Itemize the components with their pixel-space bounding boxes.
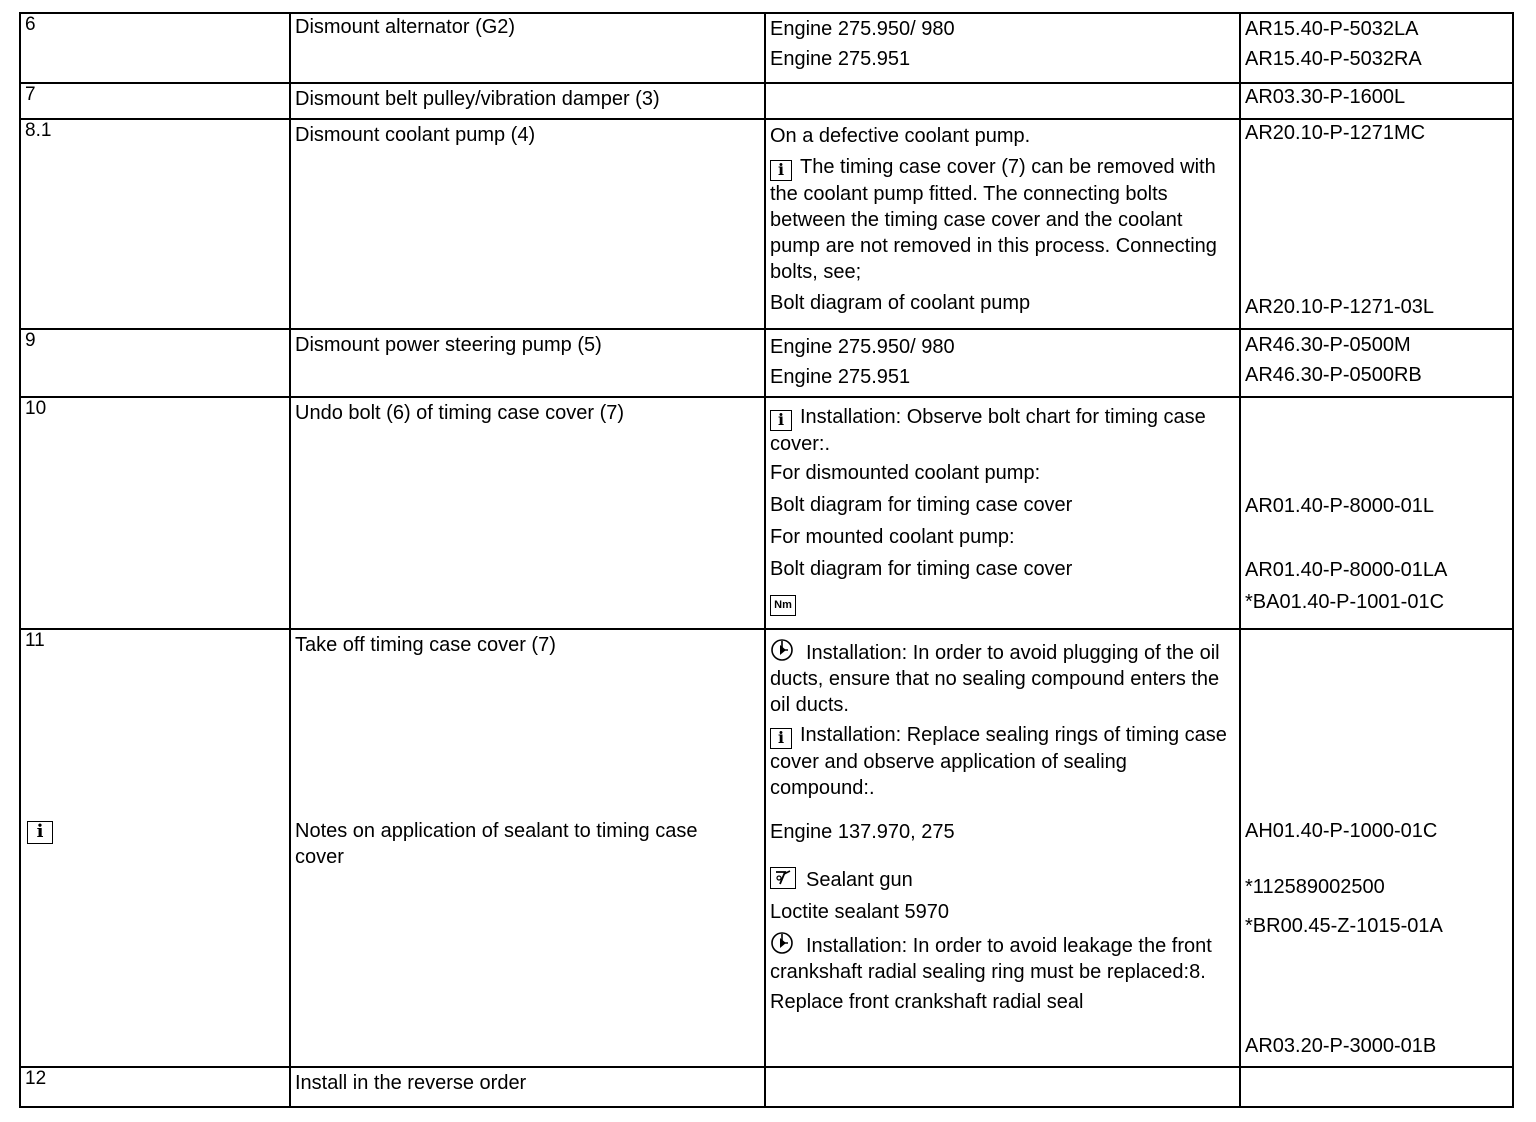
ref-cell (1240, 1067, 1513, 1107)
action-cell: Dismount belt pulley/vibration damper (3) (290, 83, 765, 119)
action-cell: Dismount alternator (G2) (290, 13, 765, 83)
ref-link[interactable]: *BA01.40-P-1001-01C (1245, 591, 1445, 613)
action-cell: Undo bolt (6) of timing case cover (7) (290, 397, 765, 629)
action-cell: Install in the reverse order (290, 1067, 765, 1107)
table-row (20, 83, 1513, 119)
ref-link[interactable]: *BR00.45-Z-1015-01A (1245, 915, 1443, 937)
ref-link[interactable]: AR20.10-P-1271-03L (1245, 296, 1435, 318)
table-row (20, 329, 1513, 397)
clock-icon (770, 931, 796, 955)
ref-link[interactable]: AR01.40-P-8000-01L (1245, 495, 1435, 517)
action-cell: Dismount coolant pump (4) (290, 119, 765, 329)
info-icon: i (770, 410, 792, 431)
ref-link[interactable]: AR46.30-P-0500RB (1245, 364, 1422, 386)
ref-cell (1240, 629, 1513, 1067)
notes-cell: i Installation: Observe bolt chart for timing case cover:. For dismounted coolant pump: Bolt diagram for timing case cover For mounted coolant pump: Bolt diagram for timing case cover Nm (765, 397, 1240, 629)
note-line: Engine 275.950/ 980 (770, 336, 955, 358)
info-icon: i (770, 728, 792, 749)
ref-cell (1240, 119, 1513, 329)
notes-cell (765, 329, 1240, 397)
info-icon: i (770, 160, 792, 181)
ref-link[interactable]: AR15.40-P-5032LA (1245, 18, 1419, 40)
torque-nm-icon: Nm (770, 595, 796, 616)
notes-cell (765, 13, 1240, 83)
ref-link[interactable]: AR03.20-P-3000-01B (1245, 1035, 1437, 1057)
note-line: Engine 275.950/ 980 (770, 18, 955, 40)
step-cell: 11 i (20, 629, 290, 1067)
note-line: Engine 275.951 (770, 366, 911, 388)
notes-cell (765, 83, 1240, 119)
ref-link[interactable]: AR15.40-P-5032RA (1245, 48, 1422, 70)
ref-cell (1240, 329, 1513, 397)
ref-cell (1240, 13, 1513, 83)
table-row (20, 13, 1513, 83)
table-row (20, 397, 1513, 629)
notes-cell: On a defective coolant pump. i The timing case cover (7) can be removed with the coolant pump fitted. The connecting bolts between the timing case cover and the coolant pump are not removed in this process. Connecting bolts, see; Bolt diagram of coolant pump (765, 119, 1240, 329)
step-cell: 9 (20, 329, 290, 397)
ref-link[interactable]: AR20.10-P-1271MC (1245, 122, 1426, 144)
ref-link[interactable]: AR03.30-P-1600L (1245, 86, 1406, 108)
action-cell: Take off timing case cover (7) Notes on application of sealant to timing case cover (290, 629, 765, 1067)
note-line: Engine 275.951 (770, 48, 911, 70)
ref-cell (1240, 83, 1513, 119)
ref-link[interactable]: *112589002500 (1245, 876, 1385, 898)
info-icon: i (27, 821, 53, 844)
special-tool-icon (770, 867, 796, 889)
clock-icon (770, 638, 796, 662)
table-row (20, 119, 1513, 329)
table-row (20, 1067, 1513, 1107)
step-cell: 6 (20, 13, 290, 83)
step-cell: 12 (20, 1067, 290, 1107)
ref-cell (1240, 397, 1513, 629)
procedure-table (19, 12, 1514, 1108)
ref-link[interactable]: AR46.30-P-0500M (1245, 334, 1411, 356)
ref-link[interactable]: AR01.40-P-8000-01LA (1245, 559, 1448, 581)
step-cell: 10 (20, 397, 290, 629)
ref-link[interactable]: AH01.40-P-1000-01C (1245, 820, 1438, 842)
notes-cell: Installation: In order to avoid plugging of the oil ducts, ensure that no sealing compound enters the oil ducts. i Installation: Replace sealing rings of timing case cover and observe application of sealing compound:. Engine 137.970, 275 Sealant gun Loctite sealant 5970 Installation: In order to avoid leakage the front crankshaft radial sealing ring must be replaced:8. Replace front crankshaft radial seal (765, 629, 1240, 1067)
step-cell: 7 (20, 83, 290, 119)
action-cell: Dismount power steering pump (5) (290, 329, 765, 397)
notes-cell (765, 1067, 1240, 1107)
table-row (20, 629, 1513, 1067)
step-cell: 8.1 (20, 119, 290, 329)
